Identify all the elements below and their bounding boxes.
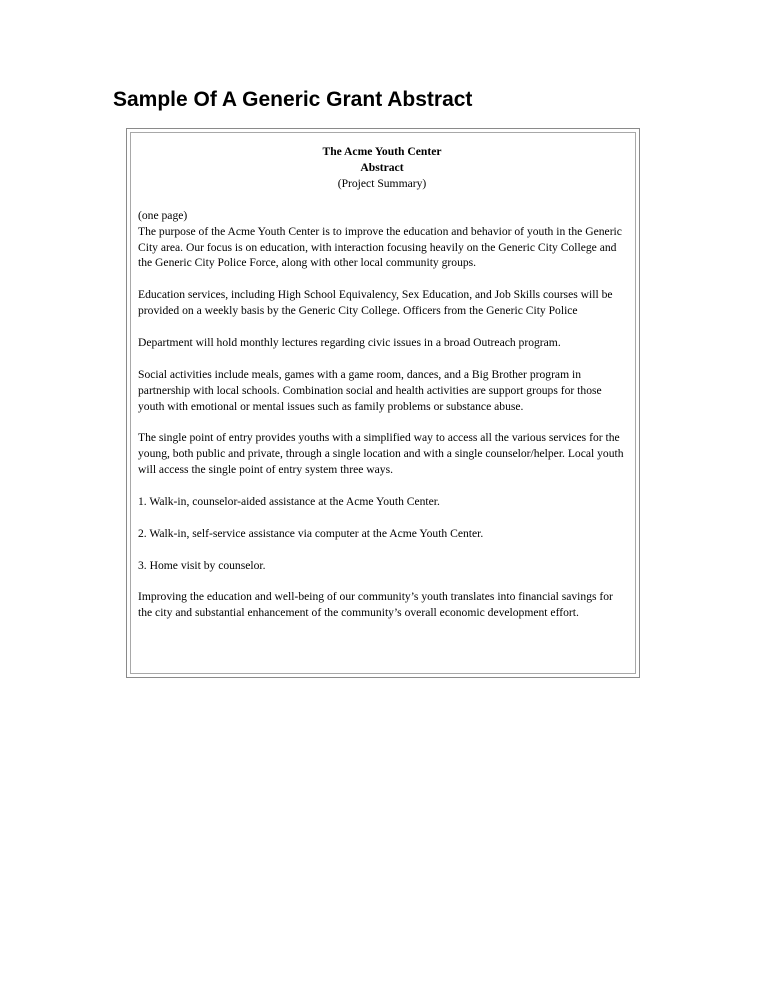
paragraph-conclusion: Improving the education and well-being of our community’s youth translates into financial savings for the city and substantial enhancement of the community’s overall economic development effort. xyxy=(138,590,613,620)
page-length-note: (one page) xyxy=(138,208,188,222)
organization-name: The Acme Youth Center xyxy=(322,145,442,158)
list-item-home-visit: 3. Home visit by counselor. xyxy=(138,558,266,572)
paragraph-police-lectures: Department will hold monthly lectures regarding civic issues in a broad Outreach program. xyxy=(138,335,561,349)
paragraph-single-point-entry: The single point of entry provides youths with a simplified way to access all the various services for the young, both public and private, through a single location and with a single counselor/helper. Local youth will access the single point of entry system three ways. xyxy=(138,431,624,477)
abstract-content xyxy=(130,132,636,674)
abstract-box xyxy=(126,128,640,678)
abstract-heading: Abstract xyxy=(360,160,404,174)
paragraph-education-services: Education services, including High School Equivalency, Sex Education, and Job Skills courses will be provided on a weekly basis by the Generic City College. Officers from the Generic City Police xyxy=(138,288,613,318)
paragraph-purpose xyxy=(138,208,626,272)
abstract-header xyxy=(138,144,626,192)
paragraph-social-activities: Social activities include meals, games with a game room, dances, and a Big Brother program in partnership with local schools. Combination social and health activities are support groups for those youth with emotional or mental issues such as family problems or substance abuse. xyxy=(138,367,602,413)
abstract-body xyxy=(138,208,626,621)
paragraph-text: The purpose of the Acme Youth Center is to improve the education and behavior of youth in the Generic City area. Our focus is on education, with interaction focusing heavily on the Generic City College and the Generic City Police Force, along with other local community groups. xyxy=(138,224,622,270)
list-item-walk-in-computer: 2. Walk-in, self-service assistance via computer at the Acme Youth Center. xyxy=(138,526,484,540)
abstract-subheading: (Project Summary) xyxy=(337,176,427,190)
page-title: Sample Of A Generic Grant Abstract xyxy=(113,88,473,111)
list-item-walk-in-counselor: 1. Walk-in, counselor-aided assistance at the Acme Youth Center. xyxy=(138,494,440,508)
